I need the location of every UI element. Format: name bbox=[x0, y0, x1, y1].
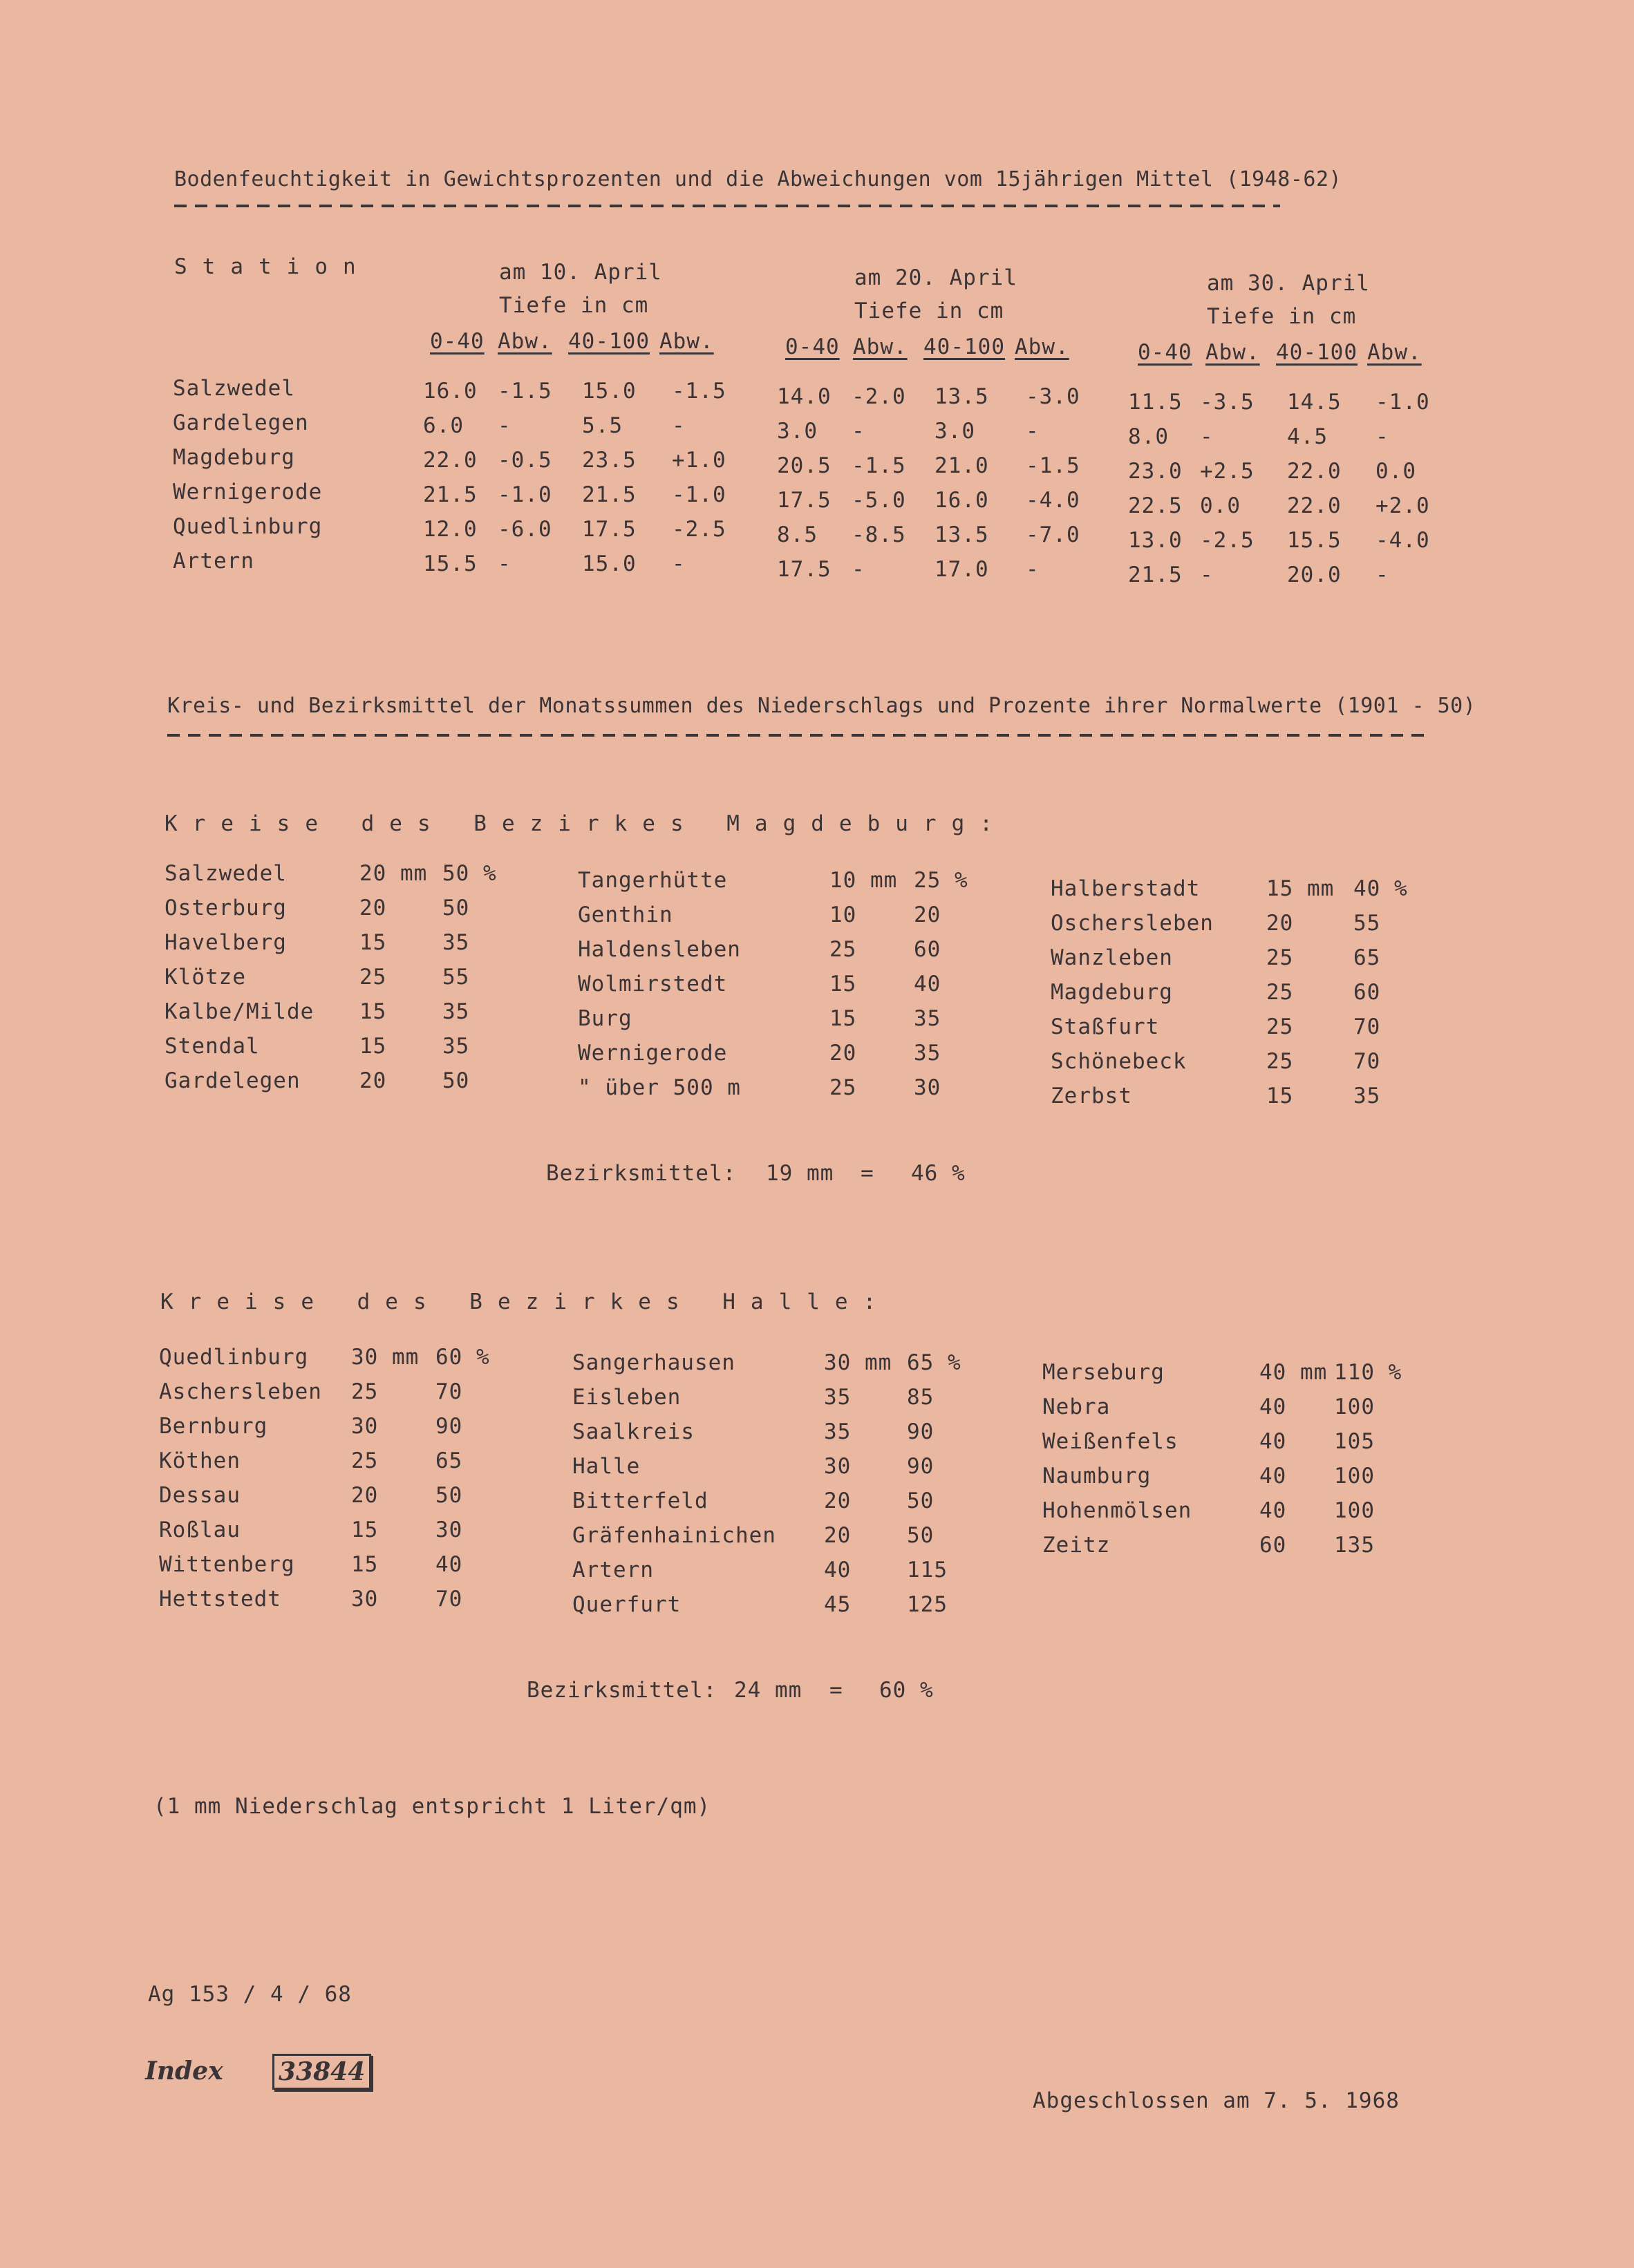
soil-value: - bbox=[1200, 424, 1214, 449]
district-name: Bernburg bbox=[159, 1414, 268, 1439]
district-name: Wolmirstedt bbox=[578, 972, 728, 996]
precip-mm: 30 bbox=[824, 1454, 852, 1479]
soil-value: -5.0 bbox=[852, 488, 906, 513]
soil-value: 21.5 bbox=[1128, 563, 1183, 587]
district-name: Hohenmölsen bbox=[1042, 1498, 1192, 1523]
station-label: Station bbox=[174, 254, 371, 279]
soil-value: 16.0 bbox=[935, 488, 989, 513]
precip-mm: 20 bbox=[359, 896, 387, 920]
precip-percent: 60 bbox=[914, 937, 941, 962]
soil-value: - bbox=[1026, 557, 1040, 582]
soil-value: 22.5 bbox=[1128, 493, 1183, 518]
district-name: Bitterfeld bbox=[572, 1489, 708, 1513]
precip-percent: 25 % bbox=[914, 868, 968, 893]
district-name: Weißenfels bbox=[1042, 1429, 1178, 1454]
precip-mm: 20 bbox=[1266, 911, 1294, 936]
soil-value: - bbox=[1375, 563, 1389, 587]
precip-mm: 40 bbox=[1259, 1464, 1287, 1489]
district-name: Magdeburg bbox=[1051, 980, 1173, 1005]
district-name: Artern bbox=[572, 1558, 654, 1582]
soil-value: 14.0 bbox=[777, 384, 832, 409]
district-name: Staßfurt bbox=[1051, 1014, 1160, 1039]
precip-mm: 15 bbox=[359, 999, 387, 1024]
soil-value: -2.0 bbox=[852, 384, 906, 409]
period-date: am 30. April bbox=[1207, 271, 1370, 296]
district-name: Dessau bbox=[159, 1483, 241, 1508]
precip-percent: 35 bbox=[1353, 1084, 1381, 1108]
district-name: Kalbe/Milde bbox=[165, 999, 314, 1024]
column-header: 0-40 bbox=[430, 329, 485, 354]
column-header: 40-100 bbox=[1276, 340, 1358, 365]
district-name: Sangerhausen bbox=[572, 1350, 735, 1375]
precip-mm: 25 bbox=[351, 1448, 379, 1473]
district-name: Saalkreis bbox=[572, 1419, 695, 1444]
precip-title: Kreis- und Bezirksmittel der Monatssummen des Niederschlags und Prozente ihrer Normalwerte (1901 - 50) bbox=[167, 694, 1476, 718]
soil-value: 21.5 bbox=[423, 482, 478, 507]
precip-percent: 70 bbox=[435, 1379, 463, 1404]
district-name: " über 500 m bbox=[578, 1075, 741, 1100]
precip-percent: 90 bbox=[907, 1419, 935, 1444]
soil-value: 6.0 bbox=[423, 413, 464, 438]
soil-value: 13.5 bbox=[935, 384, 989, 409]
precip-mm: 15 bbox=[829, 972, 857, 996]
soil-value: 20.5 bbox=[777, 453, 832, 478]
precip-percent: 65 bbox=[1353, 945, 1381, 970]
district-name: Naumburg bbox=[1042, 1464, 1152, 1489]
precip-percent: 50 % bbox=[442, 861, 497, 886]
soil-value: -1.0 bbox=[672, 482, 726, 507]
reference-number: Ag 153 / 4 / 68 bbox=[148, 1982, 352, 2007]
soil-value: - bbox=[852, 419, 865, 444]
halle-mean-eq: = bbox=[829, 1678, 843, 1703]
precip-mm: 15 bbox=[829, 1006, 857, 1031]
precip-mm: 45 bbox=[824, 1592, 852, 1617]
column-header: Abw. bbox=[1015, 334, 1069, 359]
district-name: Burg bbox=[578, 1006, 632, 1031]
district-name: Merseburg bbox=[1042, 1360, 1165, 1385]
precip-percent: 110 % bbox=[1334, 1360, 1402, 1385]
precip-mm: 15 bbox=[359, 1034, 387, 1059]
precip-mm: 25 bbox=[829, 1075, 857, 1100]
soil-value: 13.0 bbox=[1128, 528, 1183, 553]
halle-mean-mm: 24 mm bbox=[734, 1678, 802, 1703]
district-name: Schönebeck bbox=[1051, 1049, 1187, 1074]
precip-percent: 50 bbox=[907, 1523, 935, 1548]
precip-mm: 40 bbox=[1259, 1429, 1287, 1454]
precip-percent: 20 bbox=[914, 903, 941, 927]
period-date: am 20. April bbox=[854, 265, 1017, 290]
precip-mm: 20 bbox=[359, 1068, 387, 1093]
halle-heading: Kreise des Bezirkes Halle: bbox=[160, 1289, 892, 1314]
precip-percent: 35 bbox=[914, 1006, 941, 1031]
soil-value: -8.5 bbox=[852, 522, 906, 547]
soil-value: - bbox=[1200, 563, 1214, 587]
soil-value: 14.5 bbox=[1287, 390, 1342, 415]
soil-value: 8.0 bbox=[1128, 424, 1169, 449]
precip-mm: 60 bbox=[1259, 1533, 1287, 1558]
period-depth: Tiefe in cm bbox=[854, 299, 1004, 323]
soil-value: 4.5 bbox=[1287, 424, 1328, 449]
soil-value: 21.5 bbox=[582, 482, 637, 507]
column-header: Abw. bbox=[498, 329, 552, 354]
station-name: Gardelegen bbox=[173, 410, 309, 435]
precip-mm: 40 bbox=[1259, 1498, 1287, 1523]
district-name: Gardelegen bbox=[165, 1068, 301, 1093]
soil-value: 22.0 bbox=[1287, 493, 1342, 518]
soil-value: 22.0 bbox=[423, 448, 478, 473]
soil-value: - bbox=[1026, 419, 1040, 444]
precip-percent: 35 bbox=[442, 930, 470, 955]
soil-value: 16.0 bbox=[423, 379, 478, 404]
precip-mm: 25 bbox=[1266, 1014, 1294, 1039]
precip-mm: 25 bbox=[1266, 1049, 1294, 1074]
precip-mm: 15 bbox=[351, 1552, 379, 1577]
precip-mm: 30 mm bbox=[824, 1350, 892, 1375]
soil-value: -7.0 bbox=[1026, 522, 1080, 547]
magdeburg-heading: Kreise des Bezirkes Magdeburg: bbox=[165, 811, 1008, 836]
soil-value: -4.0 bbox=[1026, 488, 1080, 513]
district-name: Wittenberg bbox=[159, 1552, 295, 1577]
precip-title-underline bbox=[167, 734, 1425, 737]
magdeburg-mean-pct: 46 % bbox=[911, 1161, 966, 1186]
soil-value: -1.0 bbox=[1375, 390, 1430, 415]
soil-value: 20.0 bbox=[1287, 563, 1342, 587]
soil-value: 23.5 bbox=[582, 448, 637, 473]
station-name: Quedlinburg bbox=[173, 514, 323, 539]
soil-value: -3.5 bbox=[1200, 390, 1255, 415]
district-name: Nebra bbox=[1042, 1395, 1111, 1419]
soil-value: -1.5 bbox=[1026, 453, 1080, 478]
district-name: Köthen bbox=[159, 1448, 241, 1473]
precip-percent: 100 bbox=[1334, 1464, 1375, 1489]
soil-value: 17.0 bbox=[935, 557, 989, 582]
soil-value: +1.0 bbox=[672, 448, 726, 473]
precip-mm: 20 bbox=[351, 1483, 379, 1508]
district-name: Quedlinburg bbox=[159, 1345, 309, 1370]
precip-mm: 10 mm bbox=[829, 868, 898, 893]
precip-percent: 135 bbox=[1334, 1533, 1375, 1558]
precip-percent: 70 bbox=[435, 1587, 463, 1612]
precip-percent: 30 bbox=[914, 1075, 941, 1100]
soil-value: -2.5 bbox=[672, 517, 726, 542]
district-name: Halle bbox=[572, 1454, 641, 1479]
soil-value: 5.5 bbox=[582, 413, 623, 438]
station-name: Wernigerode bbox=[173, 480, 323, 504]
precip-percent: 40 bbox=[914, 972, 941, 996]
precip-percent: 70 bbox=[1353, 1014, 1381, 1039]
soil-value: 17.5 bbox=[777, 557, 832, 582]
soil-value: +2.0 bbox=[1375, 493, 1430, 518]
station-name: Artern bbox=[173, 549, 254, 574]
soil-value: 23.0 bbox=[1128, 459, 1183, 484]
precip-percent: 85 bbox=[907, 1385, 935, 1410]
precip-mm: 20 bbox=[824, 1523, 852, 1548]
precip-percent: 125 bbox=[907, 1592, 948, 1617]
precip-mm: 20 bbox=[824, 1489, 852, 1513]
district-name: Salzwedel bbox=[165, 861, 287, 886]
district-name: Oschersleben bbox=[1051, 911, 1214, 936]
column-header: 0-40 bbox=[1138, 340, 1192, 365]
soil-value: 0.0 bbox=[1200, 493, 1241, 518]
soil-value: - bbox=[1375, 424, 1389, 449]
station-name: Salzwedel bbox=[173, 376, 295, 401]
soil-value: 12.0 bbox=[423, 517, 478, 542]
magdeburg-mean-label: Bezirksmittel: bbox=[546, 1161, 737, 1186]
soil-value: -1.5 bbox=[672, 379, 726, 404]
district-name: Genthin bbox=[578, 903, 673, 927]
district-name: Zerbst bbox=[1051, 1084, 1132, 1108]
district-name: Osterburg bbox=[165, 896, 287, 920]
soil-value: 3.0 bbox=[777, 419, 818, 444]
magdeburg-mean-eq: = bbox=[861, 1161, 874, 1186]
precip-mm: 25 bbox=[351, 1379, 379, 1404]
soil-value: 15.5 bbox=[423, 551, 478, 576]
precip-percent: 30 bbox=[435, 1518, 463, 1542]
precip-mm: 15 bbox=[359, 930, 387, 955]
precip-mm: 25 bbox=[1266, 945, 1294, 970]
column-header: Abw. bbox=[853, 334, 908, 359]
precip-mm: 15 mm bbox=[1266, 876, 1335, 901]
precip-mm: 10 bbox=[829, 903, 857, 927]
precip-percent: 65 bbox=[435, 1448, 463, 1473]
title-underline bbox=[174, 205, 1280, 207]
index-number-stamp: 33844 bbox=[272, 2054, 371, 2090]
index-label: Index bbox=[145, 2057, 223, 2086]
soil-value: 15.0 bbox=[582, 551, 637, 576]
precip-percent: 35 bbox=[442, 1034, 470, 1059]
period-date: am 10. April bbox=[499, 260, 662, 285]
precip-mm: 25 bbox=[1266, 980, 1294, 1005]
precip-percent: 40 bbox=[435, 1552, 463, 1577]
district-name: Eisleben bbox=[572, 1385, 682, 1410]
district-name: Stendal bbox=[165, 1034, 260, 1059]
district-name: Haldensleben bbox=[578, 937, 741, 962]
precip-percent: 105 bbox=[1334, 1429, 1375, 1454]
precip-mm: 30 bbox=[351, 1414, 379, 1439]
precip-percent: 50 bbox=[442, 896, 470, 920]
halle-mean-pct: 60 % bbox=[879, 1678, 934, 1703]
column-header: 40-100 bbox=[568, 329, 650, 354]
soil-value: -0.5 bbox=[498, 448, 552, 473]
column-header: Abw. bbox=[1367, 340, 1422, 365]
column-header: 0-40 bbox=[785, 334, 840, 359]
precip-mm: 15 bbox=[1266, 1084, 1294, 1108]
district-name: Gräfenhainichen bbox=[572, 1523, 776, 1548]
precip-percent: 115 bbox=[907, 1558, 948, 1582]
soil-value: 15.5 bbox=[1287, 528, 1342, 553]
soil-value: -3.0 bbox=[1026, 384, 1080, 409]
district-name: Wernigerode bbox=[578, 1041, 728, 1066]
soil-value: 17.5 bbox=[582, 517, 637, 542]
district-name: Aschersleben bbox=[159, 1379, 322, 1404]
precip-mm: 35 bbox=[824, 1419, 852, 1444]
district-name: Halberstadt bbox=[1051, 876, 1201, 901]
precip-percent: 60 bbox=[1353, 980, 1381, 1005]
period-depth: Tiefe in cm bbox=[499, 293, 649, 318]
precip-percent: 70 bbox=[1353, 1049, 1381, 1074]
precip-mm: 40 mm bbox=[1259, 1360, 1328, 1385]
period-depth: Tiefe in cm bbox=[1207, 304, 1357, 329]
precip-note: (1 mm Niederschlag entspricht 1 Liter/qm) bbox=[153, 1794, 711, 1819]
district-name: Tangerhütte bbox=[578, 868, 728, 893]
precip-percent: 60 % bbox=[435, 1345, 490, 1370]
soil-value: - bbox=[852, 557, 865, 582]
precip-percent: 100 bbox=[1334, 1498, 1375, 1523]
precip-mm: 35 bbox=[824, 1385, 852, 1410]
soil-value: - bbox=[672, 551, 686, 576]
precip-mm: 40 bbox=[824, 1558, 852, 1582]
soil-value: 13.5 bbox=[935, 522, 989, 547]
soil-value: +2.5 bbox=[1200, 459, 1255, 484]
column-header: Abw. bbox=[1205, 340, 1260, 365]
precip-mm: 25 bbox=[829, 937, 857, 962]
soil-value: -4.0 bbox=[1375, 528, 1430, 553]
precip-mm: 30 mm bbox=[351, 1345, 420, 1370]
district-name: Wanzleben bbox=[1051, 945, 1173, 970]
soil-value: - bbox=[498, 551, 511, 576]
column-header: Abw. bbox=[659, 329, 714, 354]
precip-percent: 35 bbox=[914, 1041, 941, 1066]
soil-value: - bbox=[672, 413, 686, 438]
precip-mm: 25 bbox=[359, 965, 387, 990]
soil-value: 21.0 bbox=[935, 453, 989, 478]
district-name: Havelberg bbox=[165, 930, 287, 955]
precip-mm: 20 bbox=[829, 1041, 857, 1066]
precip-percent: 50 bbox=[907, 1489, 935, 1513]
soil-value: -6.0 bbox=[498, 517, 552, 542]
district-name: Hettstedt bbox=[159, 1587, 281, 1612]
precip-percent: 35 bbox=[442, 999, 470, 1024]
column-header: 40-100 bbox=[923, 334, 1005, 359]
soil-value: 11.5 bbox=[1128, 390, 1183, 415]
soil-value: 17.5 bbox=[777, 488, 832, 513]
closed-date: Abgeschlossen am 7. 5. 1968 bbox=[1033, 2088, 1400, 2113]
precip-percent: 55 bbox=[1353, 911, 1381, 936]
soil-value: -1.5 bbox=[498, 379, 552, 404]
soil-value: -1.5 bbox=[852, 453, 906, 478]
precip-mm: 40 bbox=[1259, 1395, 1287, 1419]
magdeburg-mean-mm: 19 mm bbox=[766, 1161, 834, 1186]
soil-value: 8.5 bbox=[777, 522, 818, 547]
precip-mm: 30 bbox=[351, 1587, 379, 1612]
station-name: Magdeburg bbox=[173, 445, 295, 470]
precip-mm: 20 mm bbox=[359, 861, 428, 886]
district-name: Zeitz bbox=[1042, 1533, 1111, 1558]
soil-value: -2.5 bbox=[1200, 528, 1255, 553]
soil-value: 3.0 bbox=[935, 419, 975, 444]
precip-percent: 40 % bbox=[1353, 876, 1408, 901]
soil-value: 22.0 bbox=[1287, 459, 1342, 484]
precip-percent: 50 bbox=[435, 1483, 463, 1508]
district-name: Klötze bbox=[165, 965, 246, 990]
district-name: Querfurt bbox=[572, 1592, 682, 1617]
precip-mm: 15 bbox=[351, 1518, 379, 1542]
precip-percent: 90 bbox=[907, 1454, 935, 1479]
precip-percent: 100 bbox=[1334, 1395, 1375, 1419]
precip-percent: 50 bbox=[442, 1068, 470, 1093]
precip-percent: 55 bbox=[442, 965, 470, 990]
district-name: Roßlau bbox=[159, 1518, 241, 1542]
soil-title: Bodenfeuchtigkeit in Gewichtsprozenten und die Abweichungen vom 15jährigen Mittel (1948-62) bbox=[174, 167, 1342, 191]
soil-value: - bbox=[498, 413, 511, 438]
soil-value: 0.0 bbox=[1375, 459, 1416, 484]
precip-percent: 90 bbox=[435, 1414, 463, 1439]
soil-value: -1.0 bbox=[498, 482, 552, 507]
soil-value: 15.0 bbox=[582, 379, 637, 404]
precip-percent: 65 % bbox=[907, 1350, 961, 1375]
halle-mean-label: Bezirksmittel: bbox=[527, 1678, 717, 1703]
